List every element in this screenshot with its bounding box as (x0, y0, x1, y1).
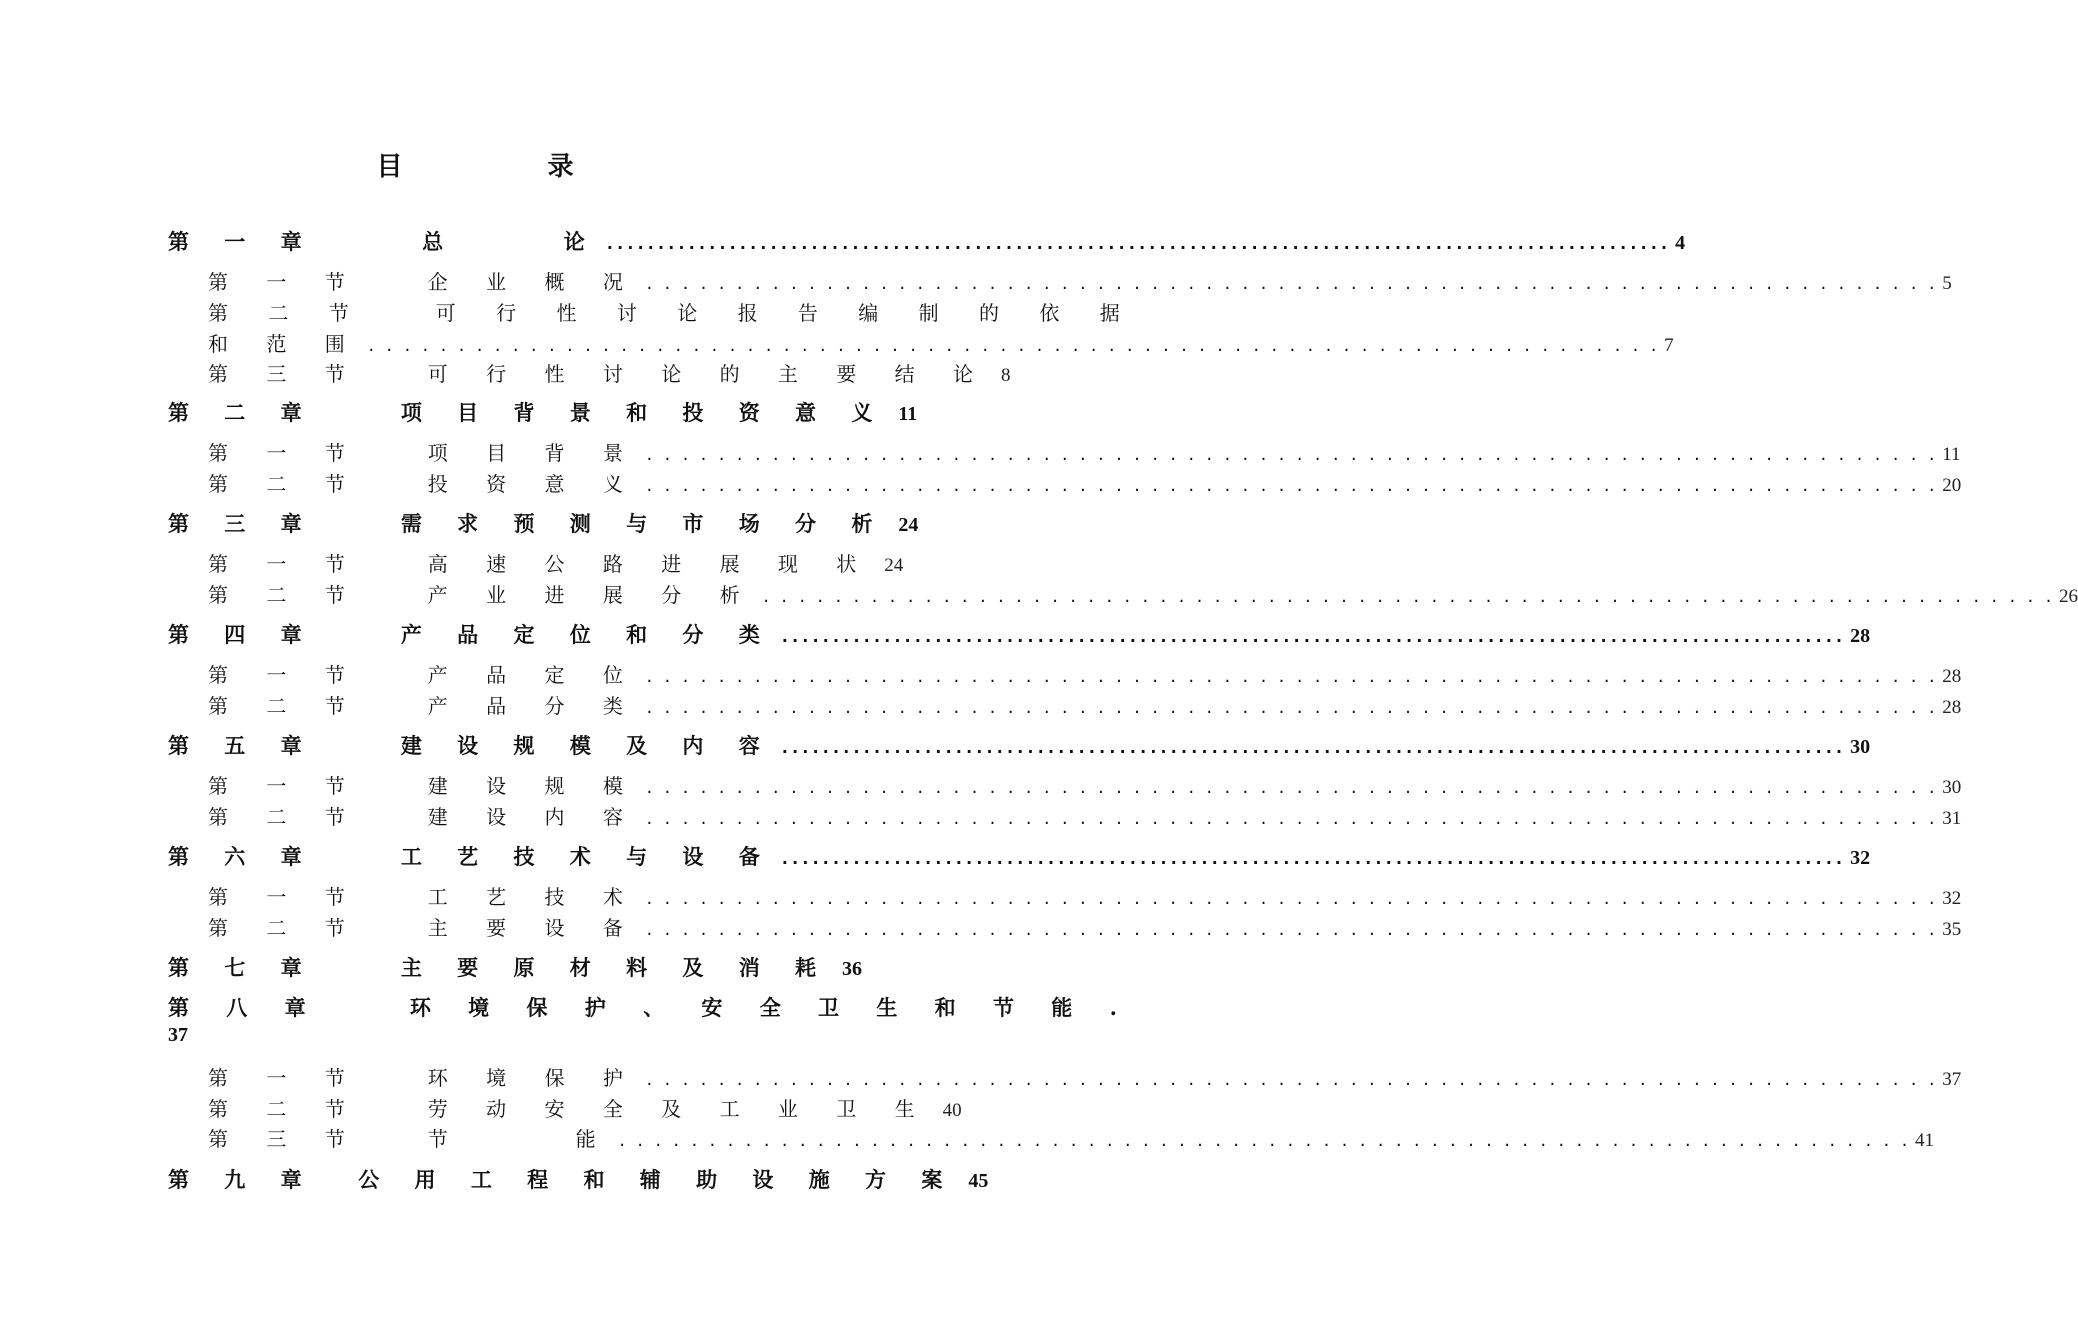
toc-section-4-1[interactable] (208, 659, 1962, 689)
toc-section-5-1[interactable] (208, 770, 1962, 800)
toc-page-number: 8 (1001, 365, 1011, 386)
dot-leader (780, 627, 1844, 647)
toc-section-8-2[interactable] (208, 1093, 962, 1123)
dot-leader (780, 738, 1844, 758)
toc-section-label: 第 二 节 劳 动 安 全 及 工 业 卫 生 (208, 1097, 931, 1121)
toc-page-number: 37 (1942, 1069, 1962, 1090)
toc-chapter-label: 第 四 章 产 品 定 位 和 分 类 (168, 622, 774, 647)
dot-leader (645, 1071, 1936, 1089)
dot-leader (645, 890, 1936, 908)
toc-section-2-1[interactable] (208, 437, 1961, 467)
dot-leader (645, 668, 1936, 686)
toc-page-number: 30 (1942, 777, 1962, 798)
toc-page-number: 28 (1850, 625, 1871, 647)
toc-chapter-1[interactable] (168, 226, 1686, 256)
toc-section-label: 第 一 节 工 艺 技 术 (208, 885, 639, 909)
toc-section-6-2[interactable] (208, 912, 1962, 942)
toc-chapter-label: 第 八 章 环 境 保 护 、 安 全 卫 生 和 节 能 . (168, 995, 1132, 1020)
toc-section-label: 第 一 节 企 业 概 况 (208, 270, 639, 294)
toc-page-number: 11 (1942, 444, 1961, 465)
toc-page-number: 45 (968, 1170, 989, 1192)
toc-section-label: 第 三 节 节 能 (208, 1127, 612, 1151)
toc-page-number: 26 (2058, 586, 2078, 607)
toc-section-label: 第 二 节 可 行 性 讨 论 报 告 编 制 的 依 据 (208, 301, 1137, 325)
toc-title: 目 录 (376, 152, 642, 182)
toc-section-1-2[interactable] (208, 297, 1137, 327)
toc-section-4-2[interactable] (208, 690, 1962, 720)
toc-page-number: 11 (898, 403, 918, 425)
toc-page-number: 24 (884, 555, 904, 576)
toc-chapter-9[interactable] (168, 1164, 989, 1194)
toc-section-3-1[interactable] (208, 548, 904, 578)
toc-chapter-label: 第 七 章 主 要 原 材 料 及 消 耗 (168, 955, 831, 980)
dot-leader (605, 234, 1669, 254)
toc-section-6-1[interactable] (208, 881, 1962, 911)
dot-leader (645, 477, 1936, 495)
toc-chapter-4[interactable] (168, 619, 1871, 649)
toc-chapter-label: 第 九 章 公 用 工 程 和 辅 助 设 施 方 案 (168, 1167, 957, 1192)
toc-page-number: 28 (1942, 697, 1962, 718)
toc-section-label: 和 范 围 (208, 332, 361, 356)
toc-section-label: 第 一 节 项 目 背 景 (208, 441, 639, 465)
toc-section-label: 第 二 节 建 设 内 容 (208, 805, 639, 829)
toc-section-1-3[interactable] (208, 358, 1011, 388)
toc-page-number: 35 (1942, 919, 1962, 940)
toc-section-label: 第 一 节 高 速 公 路 进 展 现 状 (208, 552, 873, 576)
toc-chapter-label: 第 三 章 需 求 预 测 与 市 场 分 析 (168, 511, 887, 536)
toc-chapter-5[interactable] (168, 730, 1871, 760)
toc-chapter-3[interactable] (168, 508, 919, 538)
toc-page-number: 5 (1942, 273, 1952, 294)
toc-page-number: 31 (1942, 808, 1962, 829)
toc-page-number: 36 (842, 958, 863, 980)
toc-chapter-2[interactable] (168, 397, 918, 427)
toc-section-3-2[interactable] (208, 579, 2078, 609)
toc-section-label: 第 二 节 产 业 进 展 分 析 (208, 583, 756, 607)
toc-section-2-2[interactable] (208, 468, 1962, 498)
dot-leader (618, 1132, 1909, 1150)
dot-leader (645, 921, 1936, 939)
toc-section-label: 第 三 节 可 行 性 讨 论 的 主 要 结 论 (208, 362, 990, 386)
toc-page-number: 32 (1850, 847, 1871, 869)
toc-section-label: 第 二 节 主 要 设 备 (208, 916, 639, 940)
toc-section-label: 第 一 节 建 设 规 模 (208, 774, 639, 798)
toc-chapter-label: 第 六 章 工 艺 技 术 与 设 备 (168, 844, 774, 869)
toc-section-label: 第 一 节 产 品 定 位 (208, 663, 639, 687)
toc-page-number: 40 (942, 1100, 962, 1121)
dot-leader (780, 849, 1844, 869)
toc-page-number: 30 (1850, 736, 1871, 758)
dot-leader (645, 446, 1936, 464)
toc-chapter-7[interactable] (168, 952, 863, 982)
toc-page-number: 4 (1675, 232, 1686, 254)
toc-section-8-3[interactable] (208, 1123, 1934, 1153)
toc-chapter-8-page: 37 (168, 1024, 188, 1046)
dot-leader (645, 810, 1936, 828)
toc-page-number: 20 (1942, 475, 1962, 496)
toc-chapter-6[interactable] (168, 841, 1871, 871)
toc-section-5-2[interactable] (208, 801, 1962, 831)
toc-chapter-8[interactable] (168, 992, 1132, 1022)
toc-page-number: 32 (1942, 888, 1962, 909)
toc-chapter-label: 第 二 章 项 目 背 景 和 投 资 意 义 (168, 400, 887, 425)
toc-section-label: 第 二 节 产 品 分 类 (208, 694, 639, 718)
toc-section-label: 第 二 节 投 资 意 义 (208, 472, 639, 496)
dot-leader (645, 699, 1936, 717)
toc-page-number: 41 (1914, 1130, 1934, 1151)
toc-page-number: 7 (1664, 335, 1674, 356)
toc-chapter-label: 第 五 章 建 设 规 模 及 内 容 (168, 733, 774, 758)
dot-leader (645, 779, 1936, 797)
toc-page-number: 24 (898, 514, 919, 536)
toc-section-8-1[interactable] (208, 1062, 1962, 1092)
dot-leader (367, 337, 1658, 355)
toc-section-label: 第 一 节 环 境 保 护 (208, 1066, 639, 1090)
toc-section-1-1[interactable] (208, 266, 1952, 296)
dot-leader (645, 275, 1936, 293)
toc-page-number: 28 (1942, 666, 1962, 687)
dot-leader (762, 588, 2053, 606)
toc-section-1-2-cont[interactable] (208, 328, 1674, 358)
toc-chapter-label: 第 一 章 总 论 (168, 229, 599, 254)
